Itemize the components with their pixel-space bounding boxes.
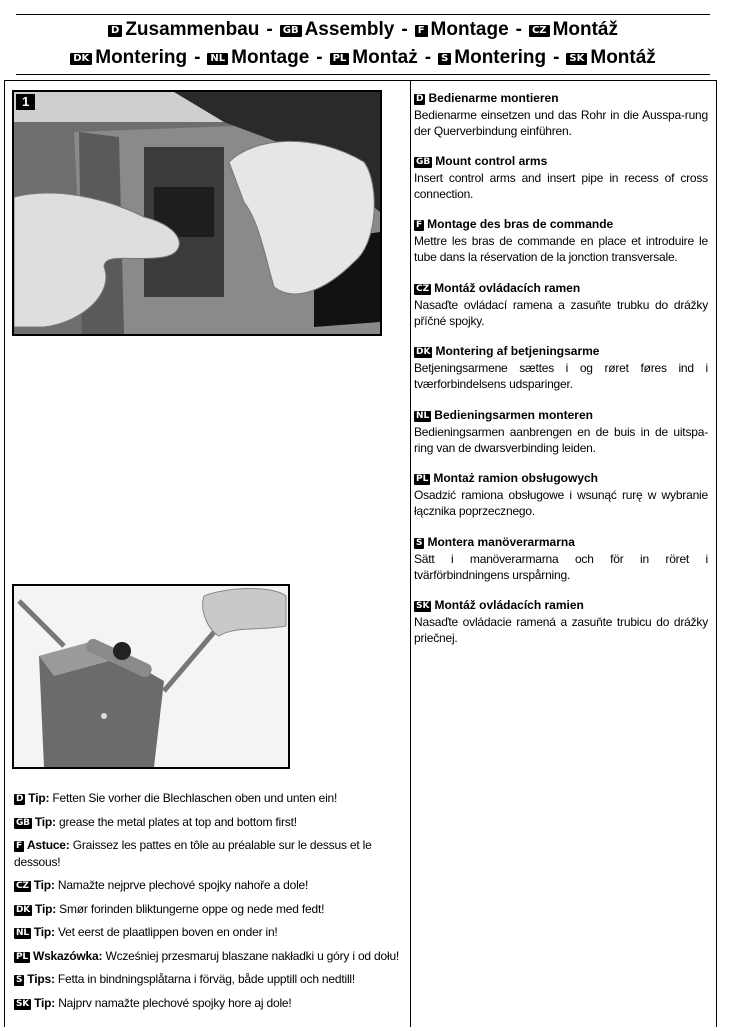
instruction-title: Montera manöverarmarna [427, 535, 575, 549]
instruction-text: Insert control arms and insert pipe in recess of cross connection. [414, 170, 708, 201]
language-badge: NL [416, 411, 430, 421]
instruction-text: Nasaďte ovládací ramena a zasuňte trubku do drážky příčné spojky. [414, 297, 708, 328]
tip-label: Tip: [34, 814, 56, 829]
title-separator: - [194, 47, 201, 68]
instruction-text: Sätt i manöverarmarna och för in röret i tvärförbindningens urspårning. [414, 551, 708, 582]
language-badge: F [16, 841, 22, 851]
language-badge: F [416, 220, 423, 230]
instruction-title: Mount control arms [435, 154, 548, 168]
instruction-text: Osadzić ramiona obsługowe i wsunąć rurę w wybranie łącznika poprzecznego. [414, 487, 708, 518]
instruction-heading [414, 90, 708, 107]
instruction-title: Montaż ramion obsługowych [433, 471, 599, 485]
language-badge: S [16, 975, 23, 985]
header-bottom-rule [16, 74, 710, 75]
instruction-title: Montáž ovládacích ramien [434, 598, 584, 612]
column-divider [410, 81, 411, 1027]
language-badge: DK [416, 347, 431, 357]
tip-item [14, 790, 402, 807]
tip-item [14, 837, 402, 870]
title-segment [70, 46, 187, 70]
title-separator: - [424, 47, 432, 68]
title-segment [108, 18, 259, 42]
assembly-photo-2 [12, 584, 290, 769]
tip-label: Tip: [35, 901, 57, 916]
title-text: Assembly [304, 19, 395, 40]
instruction-block [414, 597, 708, 647]
title-segment [280, 18, 395, 42]
title-text: Montering [454, 47, 547, 68]
language-badge: S [438, 53, 451, 65]
instruction-heading [414, 534, 708, 551]
instruction-heading [414, 407, 708, 424]
tip-text: Najprv namažte plechové spojky hore aj dole! [58, 995, 292, 1010]
language-badge: PL [330, 53, 350, 65]
tip-label: Tips: [27, 972, 55, 986]
language-badge: DK [70, 53, 92, 65]
language-badge: CZ [416, 284, 430, 294]
language-badge: SK [566, 53, 587, 65]
language-badge: D [416, 94, 424, 104]
instruction-text: Bedienarme einsetzen und das Rohr in die Ausspa-rung der Querverbindung einführen. [414, 107, 708, 138]
title-separator: - [266, 19, 273, 40]
tip-label: Astuce: [26, 838, 70, 852]
language-badge: GB [280, 25, 302, 37]
language-badge: NL [207, 53, 228, 65]
title-text: Montaż [352, 47, 418, 68]
instruction-block [414, 534, 708, 584]
instruction-block [414, 470, 708, 520]
tip-text: Smør forinden bliktungerne oppe og nede med fedt! [59, 901, 325, 916]
header-top-rule [16, 14, 710, 15]
title-text: Montáž [590, 47, 656, 68]
instruction-block [414, 216, 708, 266]
title-segment [330, 46, 418, 70]
tip-text: Vet eerst de plaatlippen boven en onder in! [58, 925, 278, 939]
instruction-title: Montage des bras de commande [427, 217, 614, 231]
tip-text: Fetta in bindningsplåtarna i förväg, både upptill och nedtill! [57, 972, 356, 986]
title-separator: - [401, 19, 408, 40]
tip-text: grease the metal plates at top and bottom first! [58, 814, 297, 829]
step-number: 1 [16, 94, 35, 110]
instruction-title: Montáž ovládacích ramen [434, 281, 581, 295]
title-text: Montage [231, 47, 310, 68]
greasing-plates-illustration [14, 586, 288, 767]
tip-item [14, 924, 402, 941]
header-title-line-2 [16, 46, 710, 70]
tip-item [14, 877, 402, 894]
language-badge: CZ [529, 25, 550, 37]
instruction-heading [414, 470, 708, 487]
language-badge: D [108, 25, 122, 37]
instruction-block [414, 153, 708, 203]
instruction-text: Nasaďte ovládacie ramená a zasuňte trubicu do drážky priečnej. [414, 614, 708, 645]
tip-text: Fetten Sie vorher die Blechlaschen oben und unten ein! [52, 791, 338, 805]
tip-item [14, 995, 402, 1012]
tip-label: Tip: [33, 925, 55, 939]
instruction-text: Bedieningsarmen aanbrengen en de buis in de uitspa-ring van de dwarsverbinding leiden. [414, 424, 708, 455]
language-badge: D [16, 794, 24, 804]
tip-item [14, 971, 402, 988]
tip-label: Tip: [33, 878, 55, 892]
language-badge: GB [416, 157, 431, 167]
title-text: Montáž [552, 19, 618, 40]
instruction-heading [414, 280, 708, 297]
title-segment [566, 46, 655, 70]
tip-label: Tip: [28, 791, 50, 805]
instruction-title: Montering af betjeningsarme [435, 344, 600, 358]
title-separator: - [553, 47, 560, 68]
instruction-heading [414, 216, 708, 233]
title-segment [438, 46, 546, 70]
instruction-block [414, 343, 708, 393]
instruction-heading [414, 153, 708, 170]
title-text: Zusammenbau [125, 19, 260, 40]
title-segment [415, 18, 509, 42]
hands-mounting-arms-illustration [14, 92, 380, 334]
tips-list [14, 790, 402, 1018]
tip-item [14, 814, 402, 831]
tip-item [14, 948, 402, 965]
instruction-text: Mettre les bras de commande en place et introduire le tube dans la réservation de la jonction transversale. [414, 233, 708, 264]
title-separator: - [515, 19, 522, 40]
title-text: Montering [95, 47, 188, 68]
language-badge: S [416, 538, 423, 548]
tip-text: Graissez les pattes en tôle au préalable sur le dessus et le dessous! [14, 838, 372, 869]
instruction-block [414, 90, 708, 140]
tip-item [14, 901, 402, 918]
assembly-photo-1 [12, 90, 382, 336]
title-separator: - [316, 47, 323, 68]
language-badge: PL [416, 474, 429, 484]
instruction-block [414, 407, 708, 457]
title-text: Montage [430, 19, 509, 40]
title-segment [529, 18, 618, 42]
tip-text: Namažte nejprve plechové spojky nahoře a dole! [57, 878, 309, 892]
language-badge: NL [16, 928, 29, 938]
title-segment [207, 46, 309, 70]
tip-text: Wcześniej przesmaruj blaszane nakładki u góry i od dołu! [105, 948, 400, 963]
language-badge: GB [16, 817, 30, 828]
instruction-heading [414, 343, 708, 360]
language-badge: F [415, 25, 428, 37]
language-badge: SK [16, 998, 30, 1009]
instruction-block [414, 280, 708, 330]
instruction-title: Bedienarme montieren [428, 91, 559, 105]
language-badge: SK [416, 601, 430, 611]
instruction-heading [414, 597, 708, 614]
instruction-text: Betjeningsarmene sættes i og røret føres ind i tværforbindelsens udsparinger. [414, 360, 708, 391]
tip-label: Wskazówka: [32, 948, 103, 963]
language-badge: PL [16, 951, 28, 962]
instruction-title: Bedieningsarmen monteren [434, 408, 593, 422]
header-title-line-1 [16, 18, 710, 42]
language-badge: DK [16, 904, 31, 915]
language-badge: CZ [16, 881, 29, 891]
tip-label: Tip: [34, 995, 56, 1010]
